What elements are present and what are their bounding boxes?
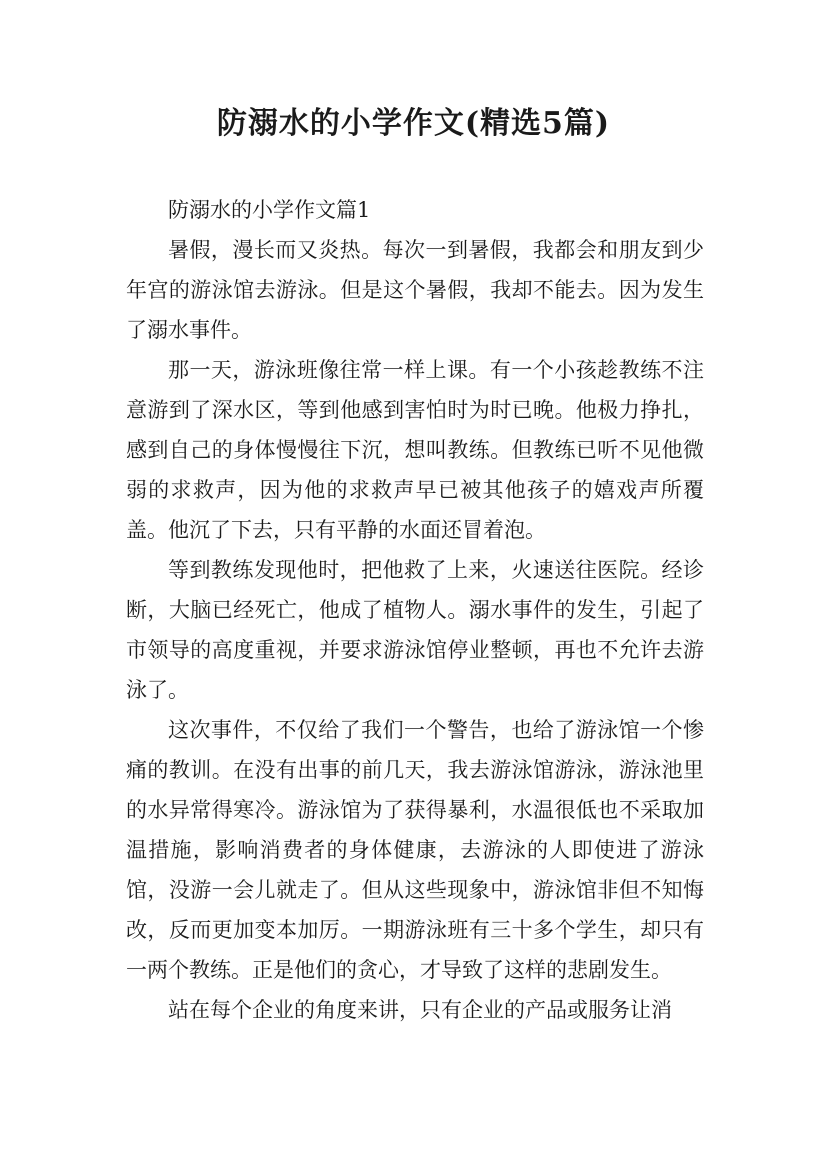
- paragraph: 等到教练发现他时，把他救了上来，火速送往医院。经诊断，大脑已经死亡，他成了植物人。溺水事件的发生，引起了市领导的高度重视，并要求游泳馆停业整顿，再也不允许去游泳了。: [126, 558, 704, 702]
- paragraph: 这次事件，不仅给了我们一个警告，也给了游泳馆一个惨痛的教训。在没有出事的前几天，我去游泳馆游泳，游泳池里的水异常得寒冷。游泳馆为了获得暴利，水温很低也不采取加温措施，影响消费者的身体健康，去游泳的人即使进了游泳馆，没游一会儿就走了。但从这些现象中，游泳馆非但不知悔改，反而更加变本加厉。一期游泳班有三十多个学生，却只有一两个教练。正是他们的贪心，才导致了这样的悲剧发生。: [126, 718, 704, 982]
- paragraph: 站在每个企业的角度来讲，只有企业的产品或服务让消: [168, 998, 672, 1022]
- section-heading: 防溺水的小学作文篇1: [168, 198, 371, 222]
- paragraph: 那一天，游泳班像往常一样上课。有一个小孩趁教练不注意游到了深水区，等到他感到害怕时为时已晚。他极力挣扎，感到自己的身体慢慢往下沉，想叫教练。但教练已听不见他微弱的求救声，因为他的求救声早已被其他孩子的嬉戏声所覆盖。他沉了下去，只有平静的水面还冒着泡。: [126, 358, 704, 542]
- document-title: 防溺水的小学作文(精选5篇): [216, 106, 611, 141]
- paragraph: 暑假，漫长而又炎热。每次一到暑假，我都会和朋友到少年宫的游泳馆去游泳。但是这个暑假，我却不能去。因为发生了溺水事件。: [126, 238, 704, 342]
- document-body: [126, 190, 704, 1030]
